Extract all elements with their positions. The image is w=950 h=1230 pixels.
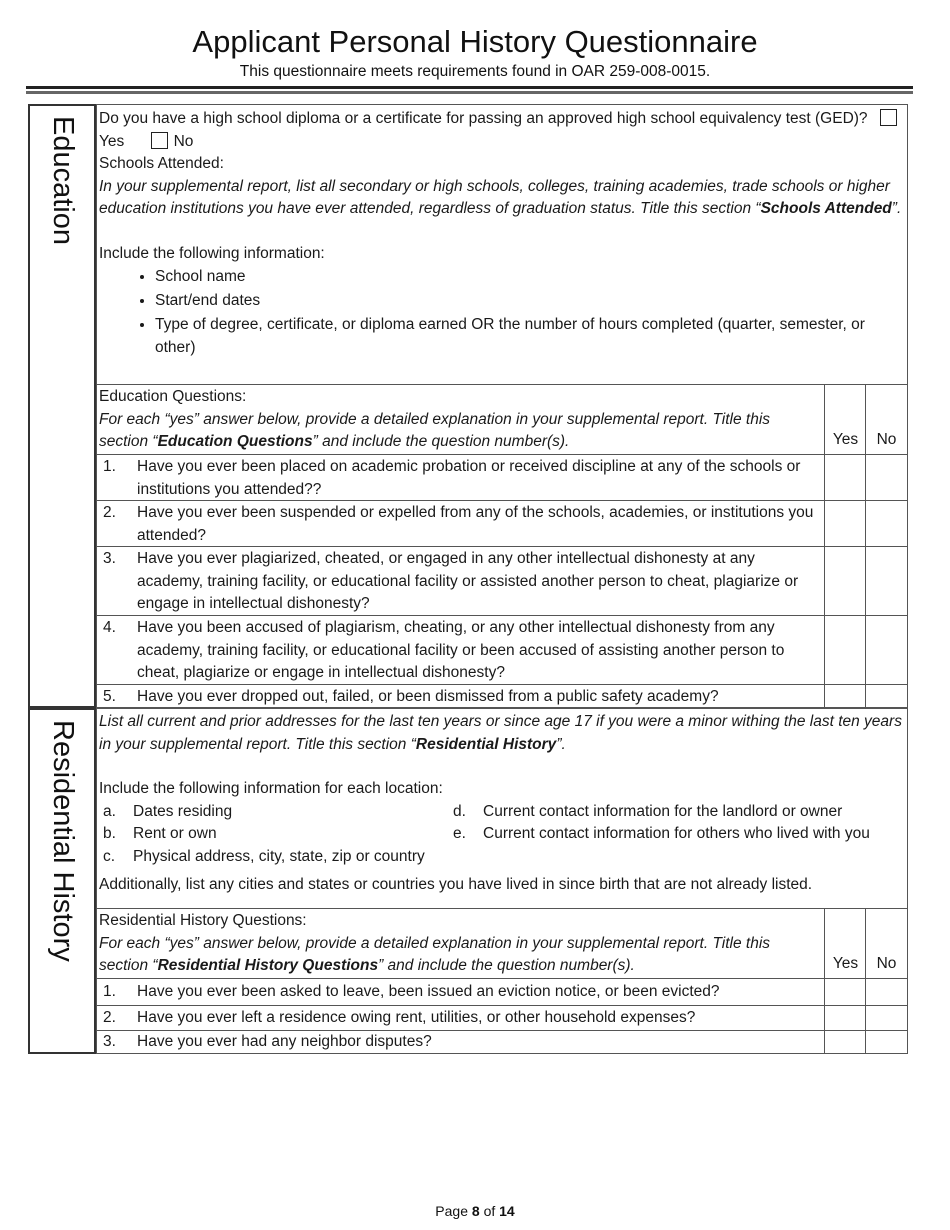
bullet-start-end-dates: • Start/end dates	[155, 289, 907, 313]
page-of: of	[483, 1203, 496, 1219]
education-q2-no-cell[interactable]	[866, 501, 906, 546]
residential-question-row	[97, 1005, 907, 1030]
question-number: 2.	[103, 1009, 116, 1026]
education-q5-no-cell[interactable]	[866, 685, 906, 707]
residential-side-label: Residential History	[47, 720, 79, 962]
education-question-row	[97, 684, 907, 707]
residential-q3-no-cell[interactable]	[866, 1031, 906, 1053]
residential-questions-instructions: For each “yes” answer below, provide a detailed explanation in your supplemental report. Title this section “Residential History Questions” and include the question number(s).	[99, 934, 771, 974]
header-rule	[26, 86, 913, 89]
diploma-question: Do you have a high school diploma or a certificate for passing an approved high school equivalency test (GED)?	[99, 110, 868, 127]
page-header	[0, 22, 950, 82]
residential-q3-yes-cell[interactable]	[825, 1031, 865, 1053]
residential-q1-no-cell[interactable]	[866, 979, 906, 1005]
residential-instructions: List all current and prior addresses for the last ten years or since age 17 if you were a minor withing the last ten years in your supplemental report. Title this section “Residential History”.	[99, 713, 902, 753]
page-label: Page	[435, 1203, 468, 1219]
diploma-no-checkbox[interactable]	[151, 132, 168, 149]
schools-section-title: Schools Attended	[760, 200, 892, 217]
residential-side-panel	[28, 708, 96, 1054]
education-side-panel	[28, 104, 96, 708]
residential-yes-column-header: Yes	[832, 955, 859, 972]
education-q3-no-cell[interactable]	[866, 547, 906, 615]
question-text: Have you ever been asked to leave, been issued an eviction notice, or been evicted?	[137, 983, 720, 1000]
diploma-question-row	[99, 108, 907, 153]
residential-info-list-right	[449, 801, 905, 869]
residential-q1-yes-cell[interactable]	[825, 979, 865, 1005]
question-text: Have you ever dropped out, failed, or been dismissed from a public safety academy?	[137, 688, 719, 705]
education-q3-yes-cell[interactable]	[825, 547, 865, 615]
residential-info-list-left	[99, 801, 449, 869]
residential-q2-yes-cell[interactable]	[825, 1006, 865, 1030]
header-rule-secondary	[26, 91, 913, 94]
residential-question-row	[97, 978, 907, 1005]
education-question-row	[97, 546, 907, 615]
bullet-school-name: • School name	[155, 265, 907, 289]
schools-instructions: In your supplemental report, list all secondary or high schools, colleges, training academies, trade schools or higher education institutions you have ever attended, regardless of graduation status. Title this section “Schools Attended”.	[99, 177, 902, 217]
education-info	[99, 108, 907, 359]
info-item-rent-own: b. Rent or own	[103, 825, 217, 842]
page-footer	[0, 1203, 950, 1219]
page-total: 14	[499, 1203, 515, 1219]
question-number: 2.	[103, 504, 116, 521]
residential-section	[96, 708, 908, 1054]
education-yes-column-header: Yes	[832, 431, 859, 448]
education-question-row	[97, 500, 907, 546]
residential-q2-no-cell[interactable]	[866, 1006, 906, 1030]
info-item-address: c. Physical address, city, state, zip or country	[103, 847, 425, 865]
education-section	[96, 104, 908, 708]
question-text: Have you ever had any neighbor disputes?	[137, 1033, 432, 1050]
diploma-yes-label: Yes	[99, 132, 125, 150]
residential-additional-note: Additionally, list any cities and states or countries you have lived in since birth that are not already listed.	[99, 876, 813, 893]
question-text: Have you ever plagiarized, cheated, or engaged in any other intellectual dishonesty at any academy, training facility, or educational facility or assisted another person to cheat, plagiarize or engage in intellectual dishonesty?	[137, 550, 799, 612]
question-number: 3.	[103, 550, 116, 567]
question-number: 3.	[103, 1033, 116, 1050]
question-text: Have you ever left a residence owing rent, utilities, or other household expenses?	[137, 1009, 696, 1026]
bullet-degree-type: • Type of degree, certificate, or diploma earned OR the number of hours completed (quarter, semester, or other)	[155, 314, 907, 359]
education-q2-yes-cell[interactable]	[825, 501, 865, 546]
diploma-no-label: No	[173, 132, 194, 150]
education-questions-header	[97, 384, 907, 454]
schools-heading: Schools Attended:	[99, 155, 224, 172]
info-item-dates: a. Dates residing	[103, 802, 233, 820]
education-q4-no-cell[interactable]	[866, 616, 906, 684]
education-questions-instructions: For each “yes” answer below, provide a detailed explanation in your supplemental report. Title this section “Education Questions” and include the question number(s).	[99, 410, 771, 450]
education-side-label: Education	[47, 116, 79, 245]
question-text: Have you ever been placed on academic probation or received discipline at any of the schools or institutions you attended??	[137, 458, 801, 498]
education-questions-heading: Education Questions:	[99, 388, 247, 405]
schools-include-label: Include the following information:	[99, 244, 325, 262]
education-no-column-header: No	[876, 431, 897, 448]
education-question-row	[97, 615, 907, 684]
education-question-row	[97, 454, 907, 500]
question-text: Have you ever been suspended or expelled from any of the schools, academies, or institutions you attended?	[137, 504, 814, 544]
residential-section-title: Residential History	[415, 735, 557, 753]
residential-questions-header	[97, 908, 907, 978]
residential-question-row	[97, 1030, 907, 1053]
question-number: 5.	[103, 688, 116, 705]
residential-info-list	[99, 801, 905, 869]
residential-include-label: Include the following information for each location:	[99, 780, 443, 797]
diploma-yes-checkbox[interactable]	[880, 109, 897, 126]
education-q1-yes-cell[interactable]	[825, 455, 865, 500]
residential-questions-section-title: Residential History Questions	[157, 957, 379, 974]
residential-no-column-header: No	[876, 955, 897, 972]
info-item-others-contact: e. Current contact information for others who lived with you	[453, 825, 870, 842]
residential-questions-heading: Residential History Questions:	[99, 912, 307, 929]
question-number: 1.	[103, 983, 116, 1000]
residential-info	[99, 711, 905, 897]
info-item-landlord-contact: d. Current contact information for the landlord or owner	[453, 802, 843, 820]
question-number: 1.	[103, 458, 116, 475]
schools-bullet-list	[99, 265, 907, 359]
page-subtitle: This questionnaire meets requirements found in OAR 259-008-0015.	[239, 63, 711, 80]
page-current: 8	[471, 1203, 480, 1219]
education-q5-yes-cell[interactable]	[825, 685, 865, 707]
question-text: Have you been accused of plagiarism, cheating, or any other intellectual dishonesty from any academy, training facility, or educational facility or been accused of assisting another person to cheat, plagiarize or engage in intellectual dishonesty?	[137, 619, 785, 681]
page-title: Applicant Personal History Questionnaire	[192, 24, 758, 59]
education-questions-section-title: Education Questions	[157, 433, 313, 450]
question-number: 4.	[103, 619, 116, 636]
education-q1-no-cell[interactable]	[866, 455, 906, 500]
education-q4-yes-cell[interactable]	[825, 616, 865, 684]
